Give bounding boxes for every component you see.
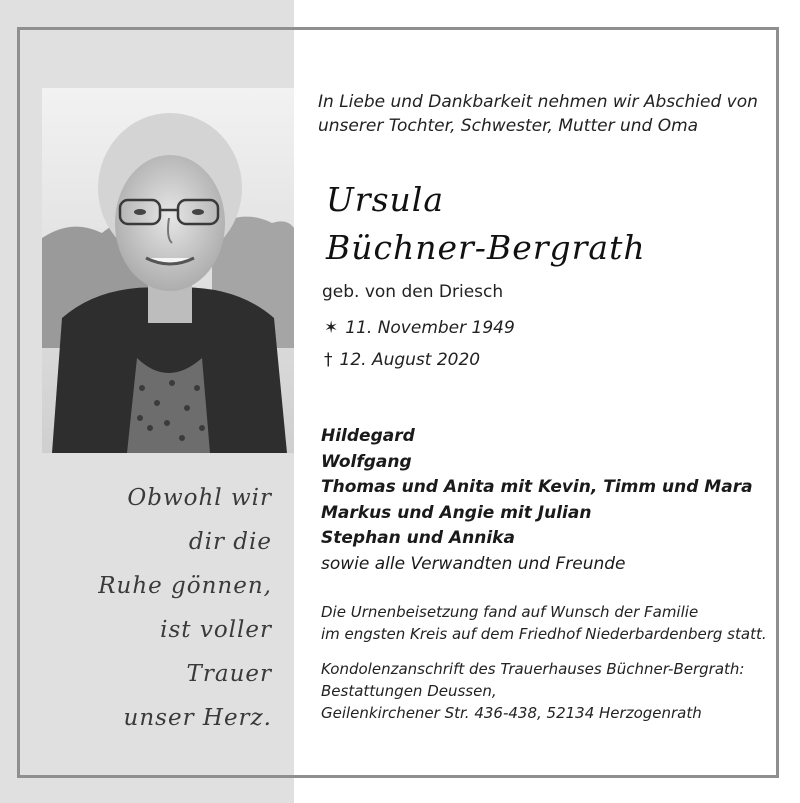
mourner-name: Stephan und Annika — [321, 528, 515, 548]
last-name: Büchner-Bergrath — [326, 228, 646, 267]
poem-line: unser Herz. — [123, 705, 272, 731]
intro-line: In Liebe und Dankbarkeit nehmen wir Abschied von — [318, 92, 758, 112]
death-date: 12. August 2020 — [339, 350, 481, 370]
portrait-image — [42, 88, 294, 453]
condolence-line: Kondolenzanschrift des Trauerhauses Büchner-Bergrath: — [321, 660, 745, 678]
condolence-line: Geilenkirchener Str. 436-438, 52134 Herzogenrath — [321, 704, 702, 722]
cross-icon: † — [324, 350, 333, 370]
mourners-list — [321, 424, 781, 577]
poem-line: Obwohl wir — [127, 485, 272, 511]
first-name: Ursula — [326, 180, 445, 219]
portrait-photo — [42, 88, 294, 453]
poem — [40, 476, 272, 740]
condolence-address — [321, 658, 781, 724]
mourner-name: Markus und Angie mit Julian — [321, 502, 592, 523]
condolence-line: Bestattungen Deussen, — [321, 682, 497, 700]
poem-line: Ruhe gönnen, — [98, 573, 272, 599]
birth-date: 11. November 1949 — [345, 318, 515, 338]
poem-line: dir die — [188, 529, 272, 555]
birth-star-icon: ✶ — [324, 318, 339, 338]
intro-text — [318, 90, 778, 138]
mourner-name: Wolfgang — [321, 451, 412, 472]
relatives-line: sowie alle Verwandten und Freunde — [321, 553, 626, 574]
burial-line: Die Urnenbeisetzung fand auf Wunsch der Familie — [321, 603, 699, 621]
intro-line: unserer Tochter, Schwester, Mutter und Oma — [318, 116, 699, 136]
burial-line: im engsten Kreis auf dem Friedhof Niederbardenberg statt. — [321, 625, 767, 643]
deceased-name — [326, 176, 766, 272]
birth-date-line — [324, 318, 515, 338]
mourner-name: Thomas und Anita mit Kevin, Timm und Mara — [321, 477, 753, 497]
poem-line: Trauer — [186, 661, 272, 687]
poem-line: ist voller — [160, 617, 272, 643]
birth-name: geb. von den Driesch — [322, 282, 504, 302]
mourner-name: Hildegard — [321, 426, 415, 446]
death-date-line — [324, 350, 480, 370]
burial-info — [321, 601, 781, 645]
